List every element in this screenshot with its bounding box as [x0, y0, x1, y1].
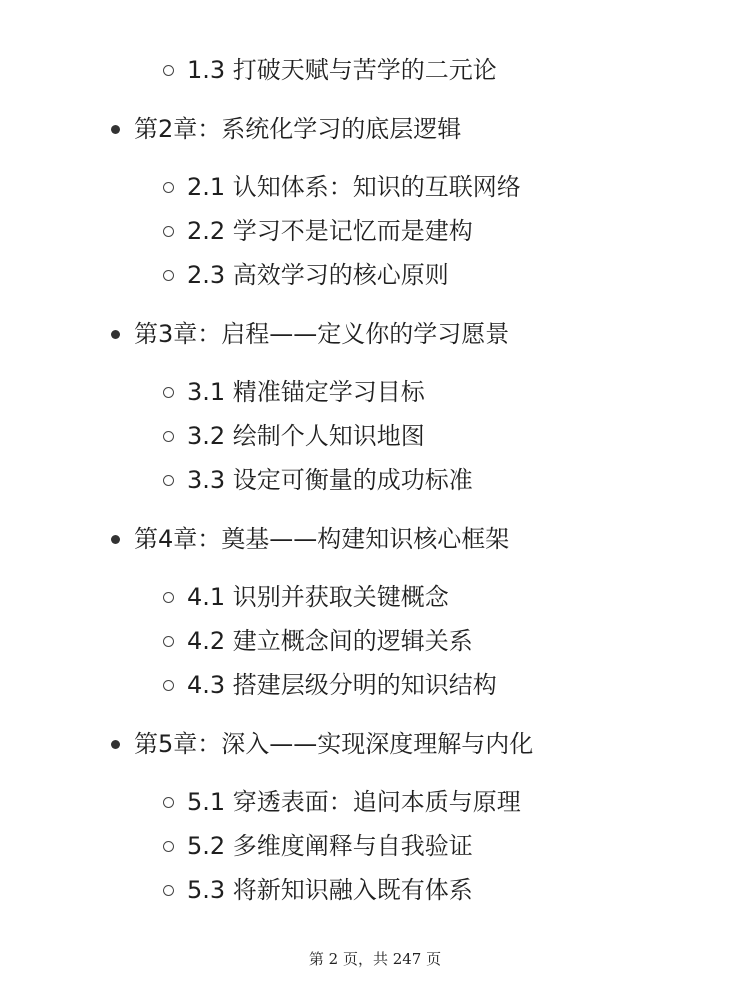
hollow-bullet-icon — [163, 592, 174, 603]
filled-bullet-icon — [111, 330, 120, 339]
filled-bullet-icon — [111, 535, 120, 544]
toc-entry-text: 第5章：深入——实现深度理解与内化 — [134, 730, 534, 758]
hollow-bullet-icon — [163, 636, 174, 647]
hollow-bullet-icon — [163, 431, 174, 442]
toc-chapter-entry — [0, 107, 750, 151]
toc-section-entry — [0, 824, 750, 868]
toc-section-entry — [0, 253, 750, 297]
toc-entry-text: 第4章：奠基——构建知识核心框架 — [134, 525, 510, 553]
toc-entry-text: 3.3 设定可衡量的成功标准 — [187, 466, 473, 494]
toc-section-entry — [0, 370, 750, 414]
table-of-contents — [0, 48, 750, 912]
toc-entry-text: 第3章：启程——定义你的学习愿景 — [134, 320, 510, 348]
hollow-bullet-icon — [163, 387, 174, 398]
toc-entry-text: 5.1 穿透表面：追问本质与原理 — [187, 788, 521, 816]
toc-entry-text: 3.1 精准锚定学习目标 — [187, 378, 425, 406]
toc-section-entry — [0, 165, 750, 209]
toc-entry-text: 第2章：系统化学习的底层逻辑 — [134, 115, 462, 143]
toc-section-entry — [0, 663, 750, 707]
page-number-footer: 第 2 页，共 247 页 — [308, 950, 442, 968]
toc-entry-text: 5.2 多维度阐释与自我验证 — [187, 832, 473, 860]
toc-chapter-entry — [0, 722, 750, 766]
toc-entry-text: 2.3 高效学习的核心原则 — [187, 261, 449, 289]
hollow-bullet-icon — [163, 65, 174, 76]
toc-entry-text: 4.3 搭建层级分明的知识结构 — [187, 671, 497, 699]
filled-bullet-icon — [111, 125, 120, 134]
toc-section-entry — [0, 780, 750, 824]
hollow-bullet-icon — [163, 841, 174, 852]
toc-entry-text: 3.2 绘制个人知识地图 — [187, 422, 425, 450]
toc-section-entry — [0, 209, 750, 253]
hollow-bullet-icon — [163, 475, 174, 486]
toc-entry-text: 2.1 认知体系：知识的互联网络 — [187, 173, 521, 201]
hollow-bullet-icon — [163, 885, 174, 896]
toc-entry-text: 4.2 建立概念间的逻辑关系 — [187, 627, 473, 655]
filled-bullet-icon — [111, 740, 120, 749]
toc-chapter-entry — [0, 312, 750, 356]
toc-section-entry — [0, 619, 750, 663]
toc-section-entry — [0, 868, 750, 912]
hollow-bullet-icon — [163, 680, 174, 691]
toc-section-entry — [0, 458, 750, 502]
toc-section-entry — [0, 48, 750, 92]
hollow-bullet-icon — [163, 270, 174, 281]
toc-entry-text: 1.3 打破天赋与苦学的二元论 — [187, 56, 497, 84]
hollow-bullet-icon — [163, 226, 174, 237]
toc-chapter-entry — [0, 517, 750, 561]
toc-entry-text: 4.1 识别并获取关键概念 — [187, 583, 449, 611]
toc-section-entry — [0, 575, 750, 619]
hollow-bullet-icon — [163, 797, 174, 808]
toc-entry-text: 2.2 学习不是记忆而是建构 — [187, 217, 473, 245]
toc-section-entry — [0, 414, 750, 458]
hollow-bullet-icon — [163, 182, 174, 193]
toc-entry-text: 5.3 将新知识融入既有体系 — [187, 876, 473, 904]
